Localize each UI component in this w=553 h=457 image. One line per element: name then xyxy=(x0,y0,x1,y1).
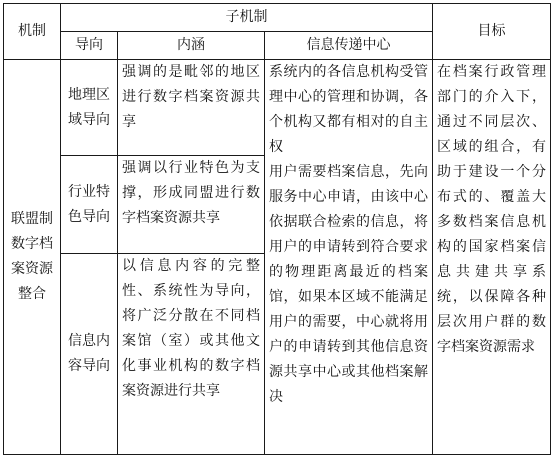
mechanism-name: 联盟制数字档案资源整合 xyxy=(4,60,61,455)
orientation-geographic: 地理区域导向 xyxy=(61,60,118,156)
connotation-industry: 强调以行业特色为支撑，形成同盟进行数字档案资源共享 xyxy=(118,156,265,254)
mechanism-table xyxy=(3,3,551,455)
orientation-industry: 行业特色导向 xyxy=(61,156,118,254)
connotation-content: 以信息内容的完整性、系统性为导向，将广泛分散在不同档案馆（室）或其他文化事业机构的数字档案资源进行共享 xyxy=(118,254,265,455)
header-orientation: 导向 xyxy=(61,32,118,60)
connotation-geographic: 强调的是毗邻的地区进行数字档案资源共享 xyxy=(118,60,265,156)
header-sub-mechanism: 子机制 xyxy=(61,4,433,32)
info-center-description: 系统内的各信息机构受管理中心的管理和协调，各个机构又都有相对的自主权 用户需要档案信息，先向服务中心申请，由该中心依据联合检索的信息，将用户的申请转到符合要求的物理距离最近的档案馆，如果本区域不能满足用户的需要，中心就将用户的申请转到其他信息资源共享中心或其他档案解决 xyxy=(265,60,433,455)
header-mechanism: 机制 xyxy=(4,4,61,60)
header-connotation: 内涵 xyxy=(118,32,265,60)
header-goal: 目标 xyxy=(433,4,551,60)
header-info-center: 信息传递中心 xyxy=(265,32,433,60)
goal-description: 在档案行政管理部门的介入下，通过不同层次、区域的组合，有助于建设一个分布式的、覆盖大多数档案信息机构的国家档案信息共建共享系统，以保障各种层次用户群的数字档案资源需求 xyxy=(433,60,551,455)
orientation-content: 信息内容导向 xyxy=(61,254,118,455)
